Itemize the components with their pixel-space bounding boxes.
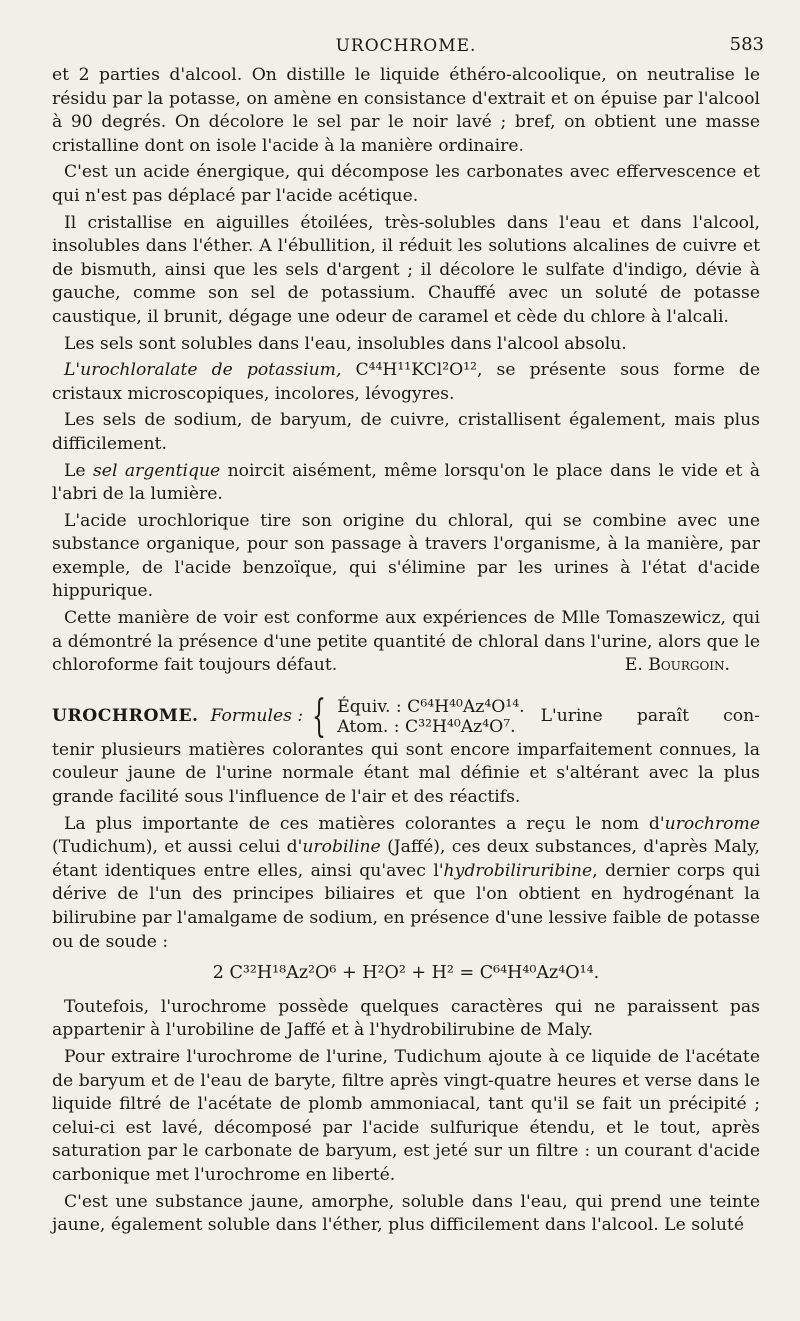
paragraph [52, 813, 760, 955]
text: noircit aisément, même lorsqu'on le place dans le vide et à l'abri de la lumière. [52, 460, 761, 505]
italic-term: hydrobiliruribine [443, 860, 593, 881]
italic-term: urochrome [664, 813, 760, 834]
headword: UROCHROME. [52, 706, 199, 727]
paragraph: Les sels sont solubles dans l'eau, insolubles dans l'alcool absolu. [64, 333, 627, 354]
formula-atom: Atom. : C³²H⁴⁰Az⁴O⁷. [337, 716, 516, 737]
paragraph: C'est un acide énergique, qui décompose les carbonates avec effervescence et qui n'est pas déplacé par l'acide acétique. [52, 162, 760, 206]
article-heading [52, 690, 760, 742]
text: Le [64, 460, 86, 481]
paragraph: Pour extraire l'urochrome de l'urine, Tudichum ajoute à ce liquide de l'acétate de baryum et de l'eau de baryte, filtre après vingt-quatre heures et verse dans le liquide filtré de l'acétate de plomb ammoniacal, tant qu'il se fait un précipité ; celui-ci est lavé, décomposé par l'acide sulfurique étendu, et le tout, après saturation par le carbonate de baryum, est jeté sur un filtre : un courant d'acide carbonique met l'urochrome en liberté. [52, 1046, 760, 1185]
paragraph [52, 607, 760, 678]
text: Cette manière de voir est conforme aux expériences de Mlle Tomaszewicz, qui a démontré la présence d'une petite quantité de chloral dans l'urine, alors que le chloroforme fait toujours défaut. [52, 608, 760, 676]
formulae-label: Formules : [210, 706, 304, 727]
paragraph: C'est une substance jaune, amorphe, soluble dans l'eau, qui prend une teinte jaune, également soluble dans l'éther, plus difficilement dans l'alcool. Le soluté [52, 1191, 760, 1236]
text: se présente sous forme de cristaux microscopiques, incolores, lévogyres. [52, 360, 761, 404]
formulae-block [337, 697, 524, 737]
text: L'urine paraît con- [540, 706, 760, 727]
formula-equiv: Équiv. : C⁶⁴H⁴⁰Az⁴O¹⁴. [337, 696, 525, 717]
running-header [52, 34, 764, 64]
paragraph [52, 359, 760, 406]
brace-glyph: { [312, 690, 327, 742]
italic-term: urobiline [302, 837, 381, 858]
page-number: 583 [729, 34, 764, 55]
text: La plus importante de ces matières colorantes a reçu le nom d' [64, 813, 665, 834]
paragraph: L'acide urochlorique tire son origine du chloral, qui se combine avec une substance organique, pour son passage à travers l'organisme, à la manière, par exemple, de l'acide benzoïque, qui s'élimine par les urines à l'état d'acide hippurique. [52, 510, 760, 602]
paragraph [52, 460, 760, 507]
formula: C⁴⁴H¹¹KCl²O¹², [355, 360, 483, 381]
italic-term: sel argentique [92, 460, 221, 481]
text: , dernier corps qui dérive de l'un des principes biliaires et que l'on obtient en hydrogénant la bilirubine par l'amalgame de sodium, en présence d'une lessive faible de potasse ou de soude : [52, 860, 760, 952]
body-text [52, 64, 760, 1238]
chemical-equation: 2 C³²H¹⁸Az²O⁶ + H²O² + H² = C⁶⁴H⁴⁰Az⁴O¹⁴. [212, 963, 600, 984]
author-signature: E. Bourgoin. [624, 655, 730, 676]
running-title: UROCHROME. [335, 36, 477, 56]
paragraph: tenir plusieurs matières colorantes qui sont encore imparfaitement connues, la couleur jaune de l'urine normale étant mal définie et s'altérant avec la plus grande facilité sous l'influence de l'air et des réactifs. [52, 739, 760, 808]
paragraph: Il cristallise en aiguilles étoilées, très-solubles dans l'eau et dans l'alcool, insolubles dans l'éther. A l'ébullition, il réduit les solutions alcalines de cuivre et de bismuth, ainsi que les sels d'argent ; il décolore le sulfate d'indigo, dévie à gauche, comme son sel de potassium. Chauffé avec un soluté de potasse caustique, il brunit, dégage une odeur de caramel et cède du chlore à l'alcali. [52, 212, 760, 327]
paragraph: Les sels de sodium, de baryum, de cuivre, cristallisent également, mais plus difficilement. [52, 410, 760, 454]
text: (Tudichum), et aussi celui d' [52, 837, 303, 858]
paragraph: et 2 parties d'alcool. On distille le liquide éthéro-alcoolique, on neutralise le résidu par la potasse, on amène en consistance d'extrait et on épuise par l'alcool à 90 degrés. On décolore le sel par le noir lavé ; bref, on obtient une masse cristalline dont on isole l'acide à la manière ordinaire. [52, 65, 760, 156]
text: (Jaffé), ces deux substances, d'après Maly, étant identiques entre elles, ainsi qu'avec l' [52, 837, 761, 881]
paragraph: Toutefois, l'urochrome possède quelques caractères qui ne paraissent pas appartenir à l'urobiline de Jaffé et à l'hydrobilirubine de Maly. [52, 996, 760, 1041]
italic-term: L'urochloralate de potassium, [64, 360, 342, 381]
